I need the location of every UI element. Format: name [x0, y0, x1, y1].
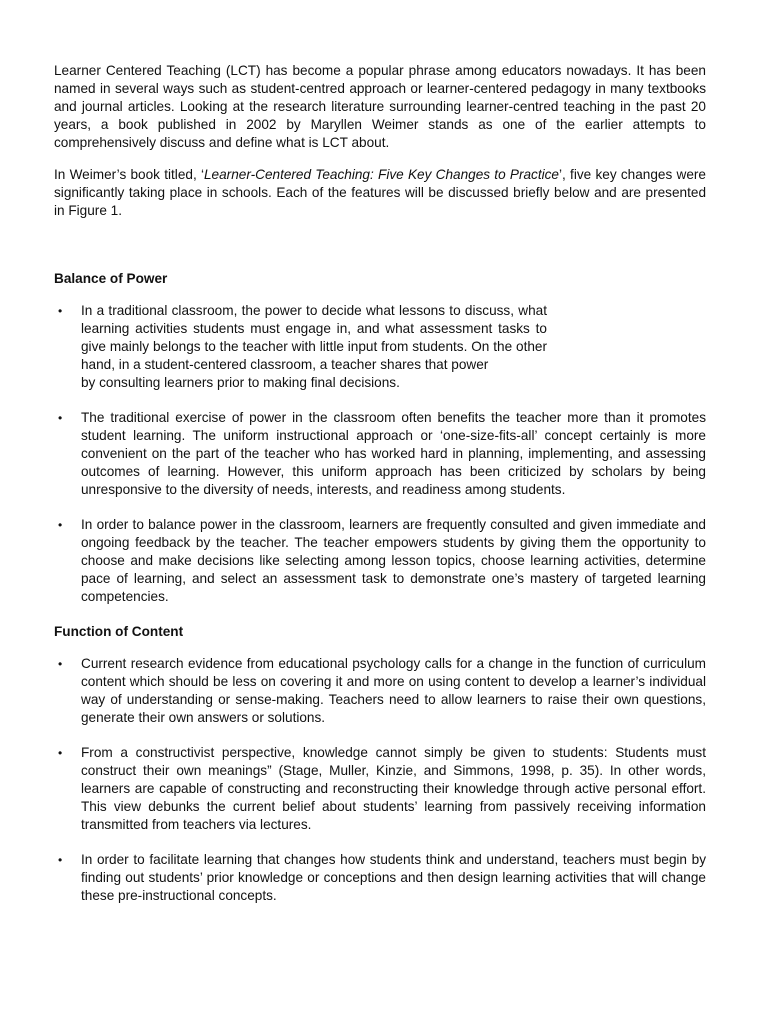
intro-paragraph-2-lead: In Weimer’s book titled, ‘: [54, 167, 204, 182]
bullet-icon: •: [58, 518, 63, 532]
bullet-text: Current research evidence from educational psychology calls for a change in the function of curriculum content which should be less on covering it and more on using content to develop a learner’s individual way of understanding or sense-making. Teachers need to allow learners to raise their own questions, generate their own answers or solutions.: [81, 656, 706, 725]
function-of-content-list: [54, 655, 706, 905]
bullet-text: The traditional exercise of power in the classroom often benefits the teacher more than it promotes student learning. The uniform instructional approach or ‘one-size-fits-all’ concept certainly is more convenient on the part of the teacher who has worked hard in planning, implementing, and assessing outcomes of learning. However, this uniform approach has been criticized by scholars by being unresponsive to the diversity of needs, interests, and readiness among students.: [81, 410, 706, 497]
list-item: [54, 409, 706, 499]
list-item: [54, 516, 706, 606]
bullet-icon: •: [58, 657, 63, 671]
list-item: [54, 302, 706, 392]
bullet-text: In a traditional classroom, the power to decide what lessons to discuss, what learning activities students must engage in, and what assessment tasks to give mainly belongs to the teacher with little input from students. On the other hand, in a student-centered classroom, a teacher shares that power: [81, 303, 547, 372]
intro-paragraph-1: Learner Centered Teaching (LCT) has become a popular phrase among educators nowadays. It has been named in several ways such as student-centred approach or learner-centered pedagogy in many textbooks and journal articles. Looking at the research literature surrounding learner-centred teaching in the past 20 years, a book published in 2002 by Maryllen Weimer stands as one of the earlier attempts to comprehensively discuss and define what is LCT about.: [54, 63, 706, 150]
list-item: [54, 744, 706, 834]
bullet-icon: •: [58, 853, 63, 867]
section-heading-balance-of-power: Balance of Power: [54, 271, 168, 286]
list-item: [54, 655, 706, 727]
bullet-text-continuation: by consulting learners prior to making final decisions.: [81, 375, 400, 390]
balance-of-power-list: [54, 302, 706, 606]
document-page: [54, 62, 706, 905]
book-title: Learner-Centered Teaching: Five Key Changes to Practice: [204, 167, 559, 182]
intro-paragraph-2: [54, 166, 706, 220]
bullet-text: In order to balance power in the classroom, learners are frequently consulted and given immediate and ongoing feedback by the teacher. The teacher empowers students by giving them the opportunity to choose and make decisions like selecting among lesson topics, choose learning activities, determine pace of learning, and select an assessment task to demonstrate one’s mastery of targeted learning competencies.: [81, 517, 706, 604]
section-heading-function-of-content: Function of Content: [54, 624, 184, 639]
bullet-icon: •: [58, 411, 63, 425]
bullet-icon: •: [58, 304, 63, 318]
bullet-icon: •: [58, 746, 63, 760]
bullet-text: In order to facilitate learning that changes how students think and understand, teachers must begin by finding out students’ prior knowledge or conceptions and then design learning activities that will change these pre-instructional concepts.: [81, 852, 706, 903]
list-item: [54, 851, 706, 905]
bullet-text: From a constructivist perspective, knowledge cannot simply be given to students: Students must construct their own meanings” (Stage, Muller, Kinzie, and Simmons, 1998, p. 35). In other words, learners are capable of constructing and reconstructing their knowledge through active personal effort. This view debunks the current belief about students’ learning from passively receiving information transmitted from teachers via lectures.: [81, 745, 706, 832]
intro-paragraph-2-rest: ’, five key changes were significantly taking place in schools. Each of the features will be discussed briefly below and are presented in Figure 1.: [54, 167, 706, 218]
